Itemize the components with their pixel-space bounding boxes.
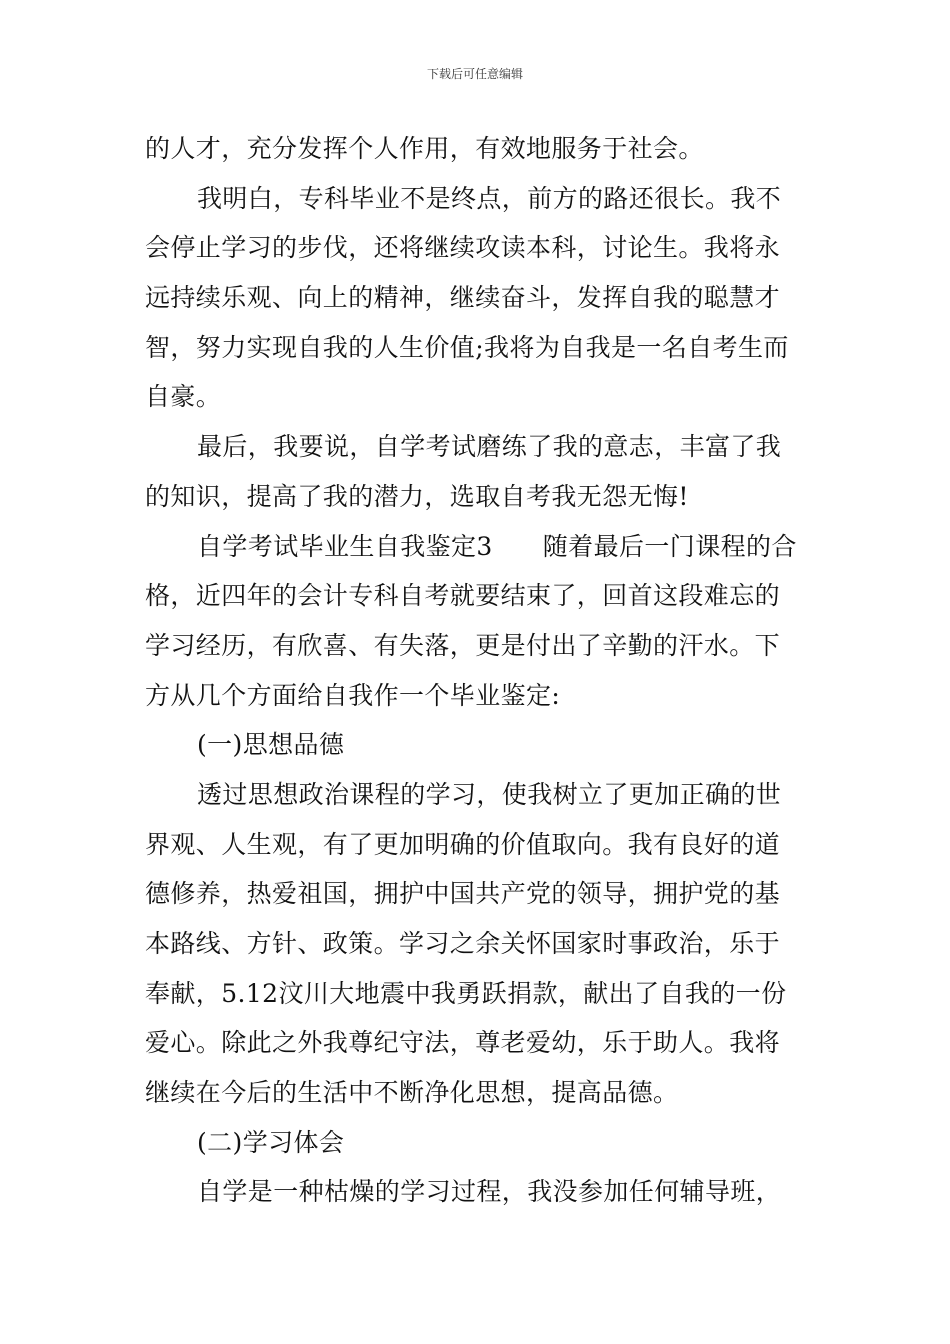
- page-header: 下载后可任意编辑: [426, 67, 523, 81]
- text-line: 的知识，提高了我的潜力，选取自考我无怨无悔!: [145, 481, 689, 511]
- text-line: 界观、人生观，有了更加明确的价值取向。我有良好的道: [145, 829, 781, 859]
- text-line: 方从几个方面给自我作一个毕业鉴定:: [145, 680, 561, 710]
- text-line: 继续在今后的生活中不断净化思想，提高品德。: [145, 1078, 679, 1108]
- text-line: 智，努力实现自我的人生价值;我将为自我是一名自考生而: [145, 332, 789, 362]
- paragraph-start-line: 我明白，专科毕业不是终点，前方的路还很长。我不: [197, 183, 782, 213]
- document-body: [145, 124, 810, 1217]
- text-line: 格，近四年的会计专科自考就要结束了，回首这段难忘的: [145, 581, 781, 611]
- section-title-line: 自学考试毕业生自我鉴定3 随着最后一门课程的合: [197, 531, 797, 561]
- text-line: 的人才，充分发挥个人作用，有效地服务于社会。: [145, 134, 704, 163]
- text-line: 自豪。: [145, 382, 222, 412]
- subheading-line: (一)思想品德: [197, 730, 345, 760]
- paragraph-start-line: 最后，我要说，自学考试磨练了我的意志，丰富了我: [197, 432, 782, 462]
- text-line: 爱心。除此之外我尊纪守法，尊老爱幼，乐于助人。我将: [145, 1028, 781, 1058]
- text-line: 会停止学习的步伐，还将继续攻读本科，讨论生。我将永: [145, 233, 781, 263]
- subheading-line: (二)学习体会: [197, 1127, 345, 1157]
- text-line: 本路线、方针、政策。学习之余关怀国家时事政治，乐于: [145, 929, 781, 958]
- text-line: 远持续乐观、向上的精神，继续奋斗，发挥自我的聪慧才: [145, 283, 781, 313]
- paragraph-start-line: 透过思想政治课程的学习，使我树立了更加正确的世: [197, 779, 782, 809]
- text-line: 学习经历，有欣喜、有失落，更是付出了辛勤的汗水。下: [145, 630, 781, 660]
- text-line: 德修养，热爱祖国，拥护中国共产党的领导，拥护党的基: [145, 879, 781, 909]
- paragraph-start-line: 自学是一种枯燥的学习过程，我没参加任何辅导班，: [197, 1177, 782, 1207]
- text-line: 奉献，5.12汶川大地震中我勇跃捐款，献出了自我的一份: [145, 978, 787, 1008]
